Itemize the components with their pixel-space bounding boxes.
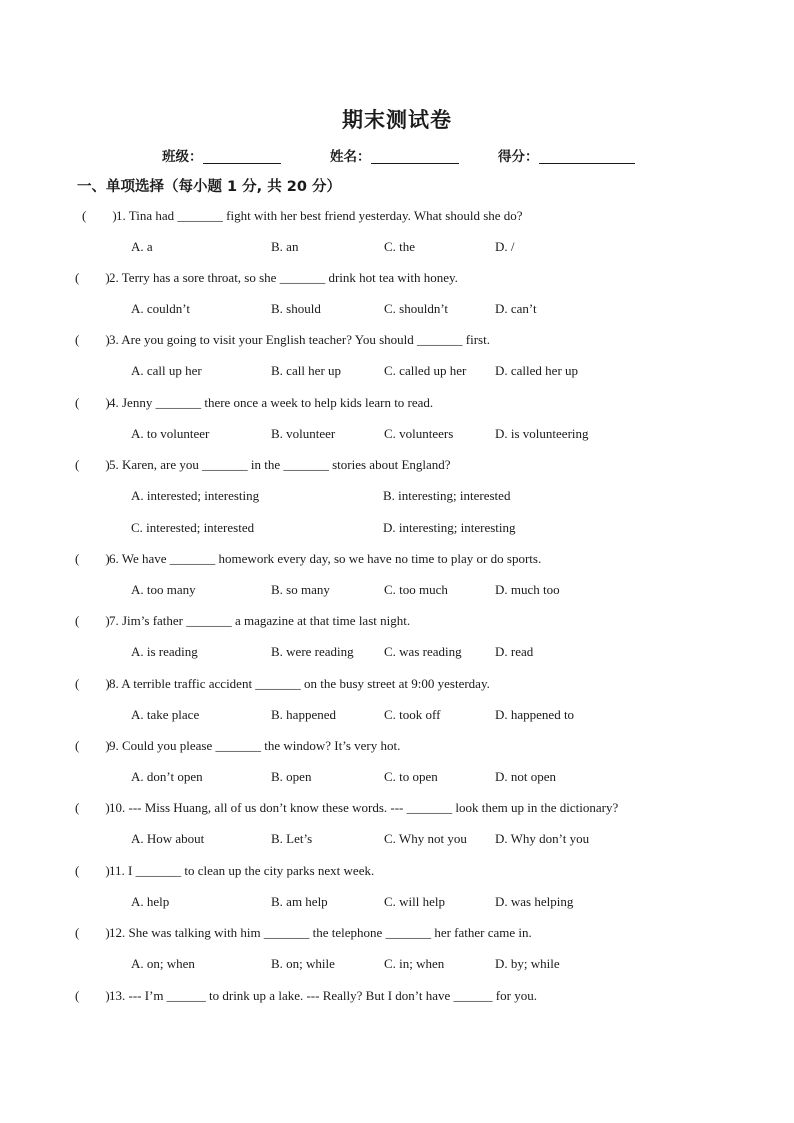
question-stem: 12. She was talking with him _______ the telephone _______ her father came in. <box>109 925 532 940</box>
score-label: 得分： <box>498 149 539 165</box>
option-b[interactable]: B. Let’s <box>271 831 313 846</box>
option-a[interactable]: A. a <box>131 239 153 254</box>
score-blank[interactable] <box>539 149 635 164</box>
option-c[interactable]: C. the <box>384 239 416 254</box>
question-stem: 2. Terry has a sore throat, so she _______ drink hot tea with honey. <box>109 270 458 285</box>
option-c[interactable]: C. shouldn’t <box>384 301 449 316</box>
option-d[interactable]: D. can’t <box>495 301 537 316</box>
question-stem: 13. --- I’m ______ to drink up a lake. --- Really? But I don’t have ______ for you. <box>109 988 537 1003</box>
option-a[interactable]: A. couldn’t <box>131 301 190 316</box>
option-c[interactable]: C. was reading <box>384 644 462 659</box>
option-c[interactable]: C. interested; interested <box>131 520 255 535</box>
option-a[interactable]: A. interested; interesting <box>131 488 260 503</box>
option-b[interactable]: B. volunteer <box>271 426 336 441</box>
question-stem: 7. Jim’s father _______ a magazine at that time last night. <box>109 613 411 628</box>
answer-paren[interactable]: ( ) <box>75 270 110 285</box>
question-stem: 11. I _______ to clean up the city parks next week. <box>109 863 375 878</box>
option-b[interactable]: B. interesting; interested <box>383 488 511 503</box>
answer-paren[interactable]: ( ) <box>82 208 117 223</box>
page-title: 期末测试卷 <box>342 108 452 132</box>
answer-paren[interactable]: ( ) <box>75 551 110 566</box>
section-heading: 一、单项选择（每小题 1 分, 共 20 分） <box>77 179 342 195</box>
option-c[interactable]: C. in; when <box>384 956 445 971</box>
answer-paren[interactable]: ( ) <box>75 988 110 1003</box>
answer-paren[interactable]: ( ) <box>75 676 110 691</box>
option-a[interactable]: A. is reading <box>131 644 198 659</box>
question-stem: 1. Tina had _______ fight with her best friend yesterday. What should she do? <box>116 208 523 223</box>
answer-paren[interactable]: ( ) <box>75 395 110 410</box>
option-d[interactable]: D. interesting; interesting <box>383 520 516 535</box>
question-stem: 10. --- Miss Huang, all of us don’t know these words. --- _______ look them up in the dictionary? <box>109 800 619 815</box>
question-stem: 8. A terrible traffic accident _______ on the busy street at 9:00 yesterday. <box>109 676 490 691</box>
option-d[interactable]: D. / <box>495 239 515 254</box>
class-field <box>162 145 281 165</box>
option-a[interactable]: A. don’t open <box>131 769 203 784</box>
option-c[interactable]: C. too much <box>384 582 448 597</box>
option-d[interactable]: D. much too <box>495 582 560 597</box>
option-c[interactable]: C. Why not you <box>384 831 467 846</box>
option-b[interactable]: B. open <box>271 769 312 784</box>
option-a[interactable]: A. How about <box>131 831 205 846</box>
option-d[interactable]: D. not open <box>495 769 557 784</box>
option-b[interactable]: B. should <box>271 301 321 316</box>
option-c[interactable]: C. took off <box>384 707 441 722</box>
option-a[interactable]: A. to volunteer <box>131 426 210 441</box>
option-b[interactable]: B. so many <box>271 582 330 597</box>
class-label: 班级： <box>162 149 203 165</box>
option-d[interactable]: D. called her up <box>495 363 579 378</box>
name-field <box>330 145 459 165</box>
option-d[interactable]: D. Why don’t you <box>495 831 590 846</box>
option-c[interactable]: C. will help <box>384 894 446 909</box>
answer-paren[interactable]: ( ) <box>75 738 110 753</box>
name-blank[interactable] <box>371 149 459 164</box>
option-d[interactable]: D. happened to <box>495 707 575 722</box>
score-field <box>498 145 635 165</box>
answer-paren[interactable]: ( ) <box>75 613 110 628</box>
class-blank[interactable] <box>203 149 281 164</box>
option-b[interactable]: B. am help <box>271 894 328 909</box>
question-stem: 4. Jenny _______ there once a week to help kids learn to read. <box>109 395 434 410</box>
question-stem: 9. Could you please _______ the window? It’s very hot. <box>109 738 401 753</box>
answer-paren[interactable]: ( ) <box>75 457 110 472</box>
option-b[interactable]: B. call her up <box>271 363 342 378</box>
answer-paren[interactable]: ( ) <box>75 332 110 347</box>
option-a[interactable]: A. too many <box>131 582 196 597</box>
option-d[interactable]: D. read <box>495 644 534 659</box>
name-label: 姓名： <box>330 149 371 165</box>
option-a[interactable]: A. on; when <box>131 956 195 971</box>
option-c[interactable]: C. to open <box>384 769 438 784</box>
option-b[interactable]: B. happened <box>271 707 336 722</box>
answer-paren[interactable]: ( ) <box>75 925 110 940</box>
option-b[interactable]: B. an <box>271 239 299 254</box>
option-a[interactable]: A. take place <box>131 707 200 722</box>
answer-paren[interactable]: ( ) <box>75 800 110 815</box>
option-a[interactable]: A. help <box>131 894 170 909</box>
question-stem: 5. Karen, are you _______ in the _______ stories about England? <box>109 457 451 472</box>
option-b[interactable]: B. on; while <box>271 956 335 971</box>
option-c[interactable]: C. called up her <box>384 363 467 378</box>
question-stem: 6. We have _______ homework every day, so we have no time to play or do sports. <box>109 551 542 566</box>
option-c[interactable]: C. volunteers <box>384 426 454 441</box>
answer-paren[interactable]: ( ) <box>75 863 110 878</box>
option-d[interactable]: D. by; while <box>495 956 560 971</box>
option-a[interactable]: A. call up her <box>131 363 202 378</box>
option-d[interactable]: D. was helping <box>495 894 574 909</box>
option-b[interactable]: B. were reading <box>271 644 354 659</box>
option-d[interactable]: D. is volunteering <box>495 426 589 441</box>
question-stem: 3. Are you going to visit your English teacher? You should _______ first. <box>109 332 490 347</box>
